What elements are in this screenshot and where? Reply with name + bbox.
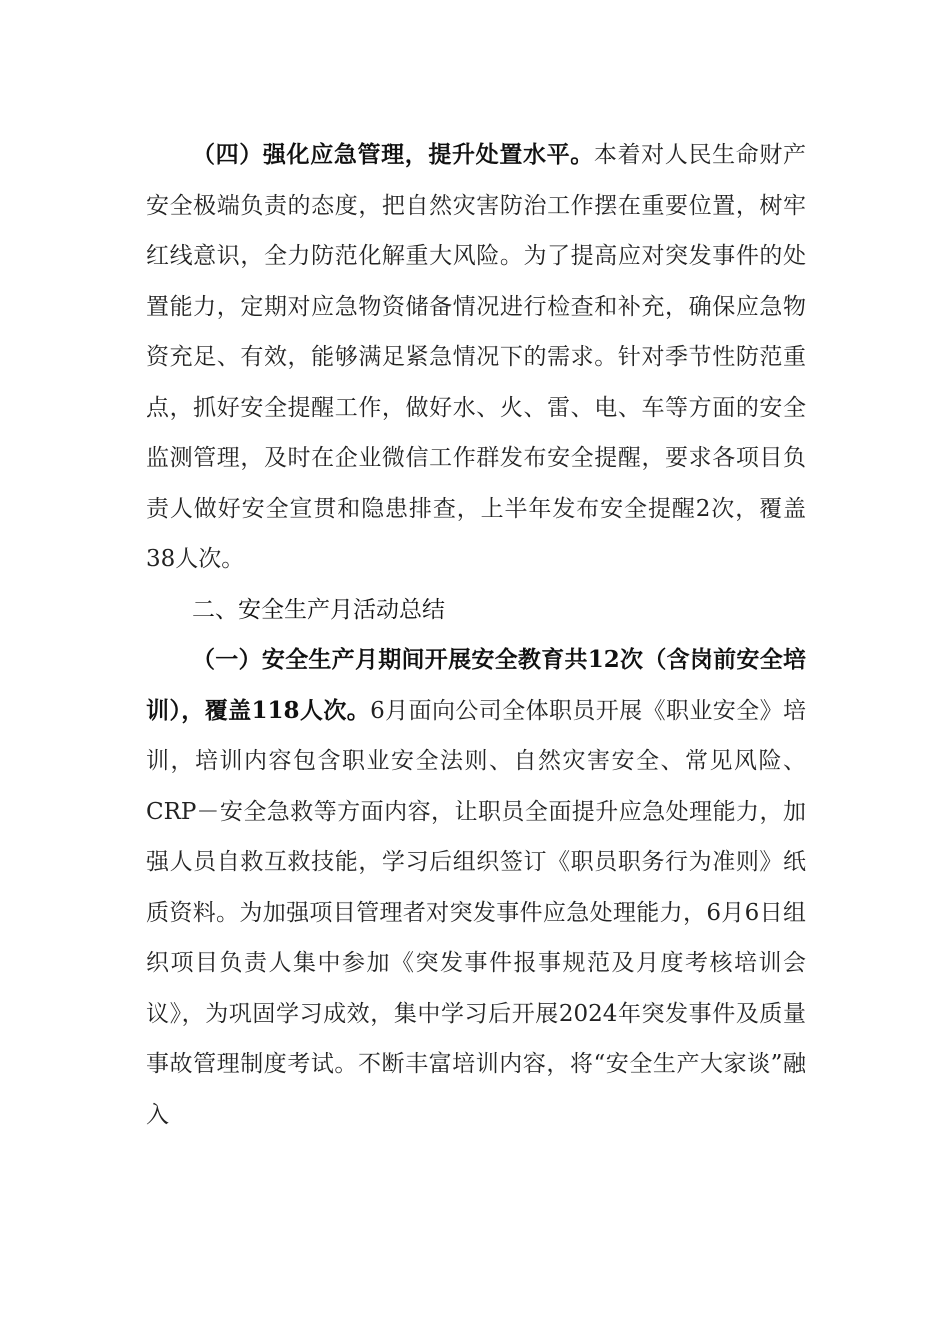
paragraph-lead-emergency-management: （四）强化应急管理，提升处置水平。: [192, 141, 594, 168]
paragraph-emergency-management: [146, 130, 806, 585]
section-heading-safety-month: 二、安全生产月活动总结: [192, 596, 445, 623]
paragraph-text-safety-education: 6月面向公司全体职员开展《职业安全》培训，培训内容包含职业安全法则、自然灾害安全、常见风险、CRP－安全急救等方面内容，让职员全面提升应急处理能力，加强人员自救互救技能，学习后组织签订《职员职务行为准则》纸质资料。为加强项目管理者对突发事件应急处理能力，6月6日组织项目负责人集中参加《突发事件报事规范及月度考核培训会议》，为巩固学习成效，集中学习后开展2024年突发事件及质量事故管理制度考试。不断丰富培训内容，将“安全生产大家谈”融入: [146, 697, 806, 1128]
paragraph-text-emergency-management: 本着对人民生命财产安全极端负责的态度，把自然灾害防治工作摆在重要位置，树牢红线意识，全力防范化解重大风险。为了提高应对突发事件的处置能力，定期对应急物资储备情况进行检查和补充，确保应急物资充足、有效，能够满足紧急情况下的需求。针对季节性防范重点，抓好安全提醒工作，做好水、火、雷、电、车等方面的安全监测管理，及时在企业微信工作群发布安全提醒，要求各项目负责人做好安全宣贯和隐患排查，上半年发布安全提醒2次，覆盖38人次。: [146, 142, 807, 572]
paragraph-safety-education: [146, 635, 806, 1140]
document-body: [146, 130, 806, 1140]
paragraph-lead-safety-education: （一）安全生产月期间开展安全教育共12次（含岗前安全培训），覆盖118人次。: [146, 646, 806, 724]
